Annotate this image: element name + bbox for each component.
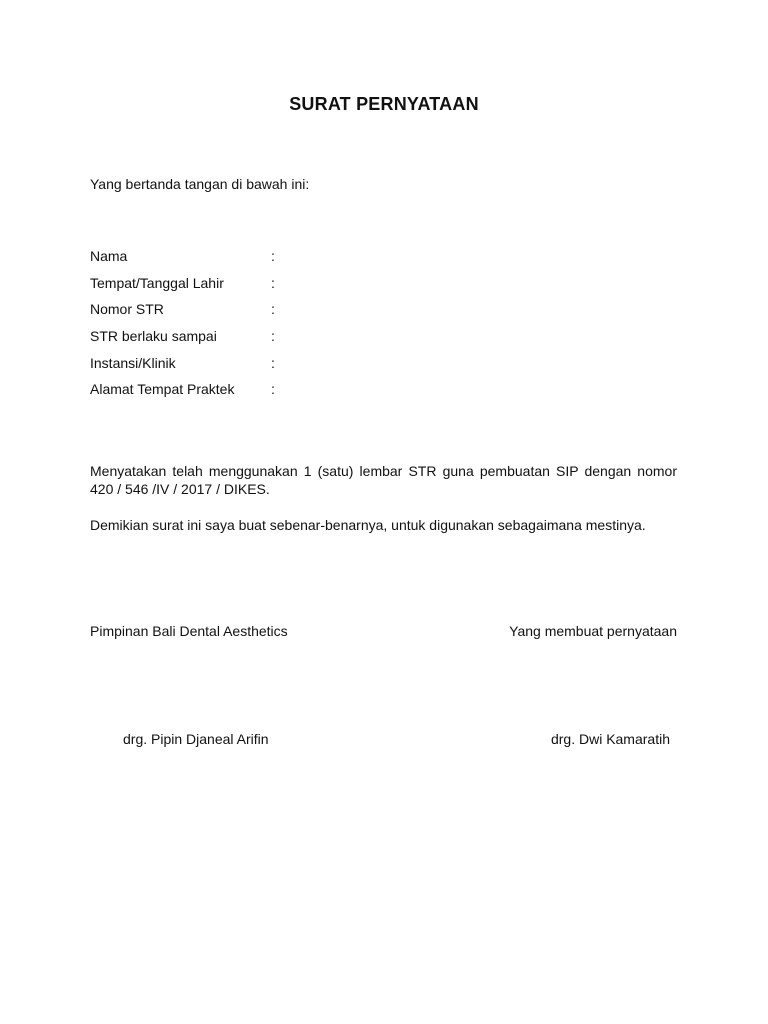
field-label: Tempat/Tanggal Lahir <box>90 274 224 291</box>
field-colon: : <box>271 248 275 264</box>
left-signatory-title: Pimpinan Bali Dental Aesthetics <box>90 623 288 639</box>
field-label: STR berlaku sampai <box>90 328 217 345</box>
field-label: Nama <box>90 248 128 264</box>
left-signatory-name: drg. Pipin Djaneal Arifin <box>123 731 269 747</box>
field-row-instansi-klinik <box>90 354 490 381</box>
field-row-nama <box>90 247 490 274</box>
field-colon: : <box>271 301 275 318</box>
statement-paragraph: Menyatakan telah menggunakan 1 (satu) lembar STR guna pembuatan SIP dengan nomor 420 / 546 /IV / 2017 / DIKES. <box>90 463 677 497</box>
field-colon: : <box>271 354 275 371</box>
field-row-tempat-tanggal-lahir <box>90 274 490 301</box>
right-signatory-name: drg. Dwi Kamaratih <box>550 731 670 747</box>
field-label: Nomor STR <box>90 301 164 318</box>
field-row-str-berlaku <box>90 327 490 354</box>
field-label: Instansi/Klinik <box>90 354 176 371</box>
identity-fields <box>90 247 490 407</box>
document-title: SURAT PERNYATAAN <box>289 94 479 114</box>
right-signatory-title: Yang membuat pernyataan <box>509 623 677 639</box>
field-row-nomor-str <box>90 300 490 327</box>
field-colon: : <box>271 381 275 398</box>
intro-text: Yang bertanda tangan di bawah ini: <box>90 176 310 192</box>
field-colon: : <box>271 274 275 291</box>
field-label: Alamat Tempat Praktek <box>90 381 235 398</box>
closing-paragraph: Demikian surat ini saya buat sebenar-benarnya, untuk digunakan sebagaimana mestinya. <box>90 517 646 533</box>
field-colon: : <box>271 328 275 345</box>
field-row-alamat-praktek <box>90 380 490 407</box>
